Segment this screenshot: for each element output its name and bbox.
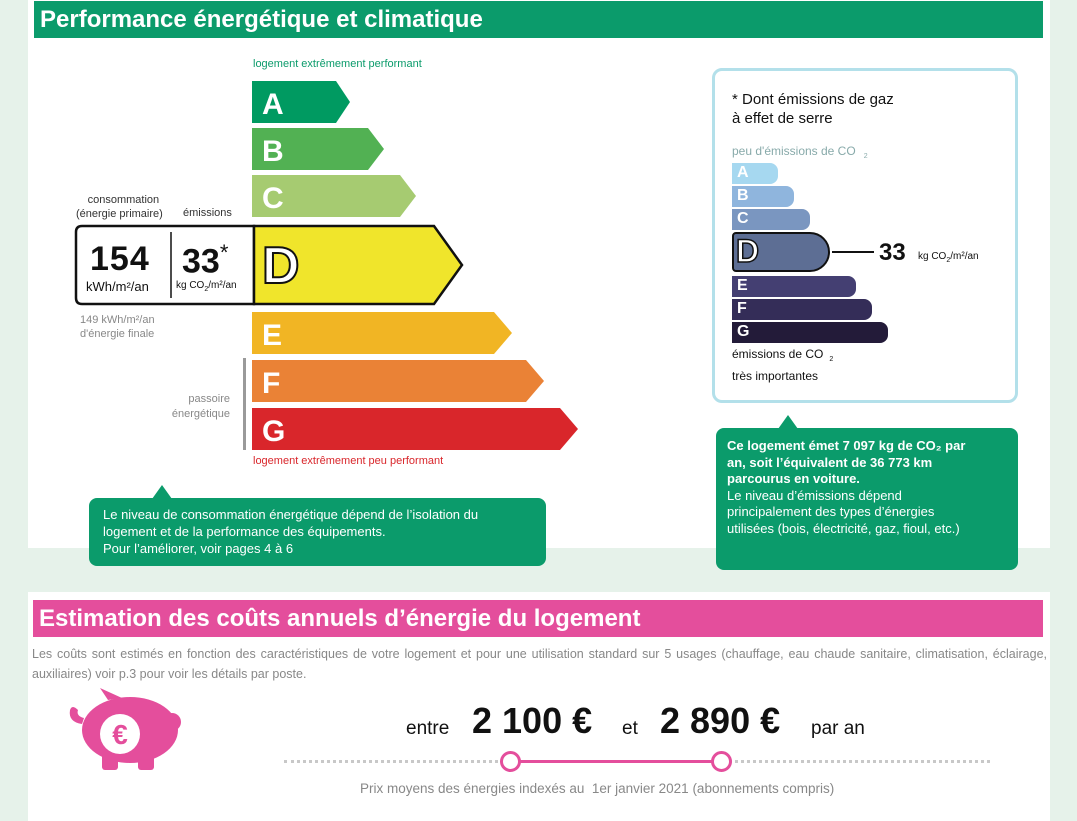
callout-pointer-right <box>778 415 798 429</box>
ges-bar-c-letter: C <box>737 210 749 227</box>
cost-min: 2 100 € <box>472 700 593 741</box>
ges-bar-e <box>732 276 856 297</box>
emissions-callout-line3: parcourus en voiture. <box>727 471 860 486</box>
ges-bar-f <box>732 299 872 320</box>
consumption-callout-line3: Pour l’améliorer, voir pages 4 à 6 <box>103 541 294 556</box>
price-note: Prix moyens des énergies indexés au 1er janvier 2021 (abonnements compris) <box>360 781 835 796</box>
ges-title <box>732 90 894 128</box>
dpe-bar-c-shape <box>252 175 418 217</box>
cost-et: et <box>622 718 638 739</box>
ges-bar-c <box>732 209 810 230</box>
ges-unit-sub: 2 <box>946 257 951 264</box>
dpe-bar-a-shape <box>252 81 352 123</box>
piggy-bank-euro-icon <box>66 688 186 772</box>
dpe-bar-e-shape <box>252 312 514 354</box>
dpe-bar-b-shape <box>252 128 386 170</box>
svg-text:F: F <box>262 367 281 400</box>
consumption-value: 154 <box>90 240 150 278</box>
emissions-unit <box>176 280 237 293</box>
cost-max: 2 890 € <box>660 700 781 741</box>
cost-range-min-marker <box>500 751 521 772</box>
ges-bottom-label <box>732 346 833 384</box>
ges-bottom-label-line2: très importantes <box>732 369 819 384</box>
emissions-callout-line2: an, soit l’équivalent de 36 773 km <box>727 454 933 470</box>
dpe-bar-a <box>252 81 352 123</box>
ges-bar-b <box>732 186 794 207</box>
dpe-bar-b <box>252 128 386 170</box>
dpe-bar-g <box>252 408 580 450</box>
dpe-bar-c <box>252 175 418 217</box>
passoire-line2: énergétique <box>171 408 230 420</box>
section-title-costs: Estimation des coûts annuels d’énergie du logement <box>33 600 1043 637</box>
dpe-bar-f <box>252 360 546 402</box>
emissions-number: 33 <box>182 242 220 281</box>
cost-range-line <box>511 760 721 763</box>
ges-top-label-text: peu d'émissions de CO <box>732 144 856 158</box>
section-title-performance: Performance énergétique et climatique <box>34 1 1043 38</box>
callout-pointer-left <box>152 485 172 499</box>
consumption-callout-line2: logement et de la performance des équipements. <box>103 524 386 539</box>
dpe-bar-f-shape <box>252 360 546 402</box>
cost-par-an: par an <box>811 718 865 739</box>
emissions-callout-line1: Ce logement émet 7 097 kg de CO₂ par <box>727 438 966 453</box>
svg-text:E: E <box>262 319 283 352</box>
emissions-callout-line5: principalement des types d’énergies <box>727 504 935 519</box>
cost-range-max-marker <box>711 751 732 772</box>
ges-bar-a-letter: A <box>737 164 749 181</box>
ges-title-line2: à effet de serre <box>732 110 833 127</box>
consumption-label <box>76 193 163 221</box>
cost-entre: entre <box>406 718 450 739</box>
ges-bar-b-letter: B <box>737 187 749 204</box>
passoire-divider <box>243 358 246 450</box>
emissions-star: * <box>219 240 229 265</box>
ges-bar-a <box>732 163 778 184</box>
passoire-label <box>160 392 230 422</box>
svg-text:G: G <box>262 415 286 448</box>
consumption-label-line1: consommation <box>87 194 160 206</box>
emissions-value <box>182 240 228 281</box>
svg-text:€: € <box>112 719 128 750</box>
svg-text:B: B <box>262 135 284 168</box>
bottom-label: logement extrêmement peu performant <box>253 455 444 467</box>
ges-top-label <box>732 144 868 160</box>
ges-bar-g <box>732 322 888 343</box>
costs-description: Les coûts sont estimés en fonction des caractéristiques de votre logement et pour une utilisation standard sur 5 usages (chauffage, eau chaude sanitaire, climatisation, éclairage, auxiliaires) voir p.3 pour voir les détails par poste. <box>32 647 1047 681</box>
final-energy-line2: d'énergie finale <box>80 328 155 340</box>
ges-title-line1: * Dont émissions de gaz <box>732 91 894 108</box>
ges-unit <box>918 251 979 264</box>
consumption-label-line2: (énergie primaire) <box>76 208 163 220</box>
ges-unit-pre: kg CO <box>918 251 947 262</box>
emissions-unit-pre: kg CO <box>176 280 205 291</box>
ges-bottom-label-sub: 2 <box>829 356 834 364</box>
emissions-unit-post: /m²/an <box>208 280 237 291</box>
ges-current-letter: D <box>736 233 760 269</box>
svg-text:C: C <box>262 182 284 215</box>
ges-top-label-sub: 2 <box>863 153 868 161</box>
final-energy-line1: 149 kWh/m²/an <box>80 314 155 326</box>
emissions-callout-line6: utilisées (bois, électricité, gaz, fioul, etc.) <box>727 520 960 536</box>
ges-bottom-label-text: émissions de CO <box>732 347 824 361</box>
emissions-callout <box>716 428 1018 570</box>
ges-bar-g-letter: G <box>737 323 750 340</box>
svg-text:A: A <box>262 88 284 121</box>
ges-value: 33 <box>879 239 906 266</box>
ges-bar-e-letter: E <box>737 277 748 294</box>
top-label: logement extrêmement performant <box>253 58 422 70</box>
ges-bar-f-letter: F <box>737 300 747 317</box>
dpe-bar-g-shape <box>252 408 580 450</box>
passoire-line1: passoire <box>188 393 230 405</box>
ges-leader-line <box>832 251 874 253</box>
emissions-unit-sub: 2 <box>204 286 209 293</box>
consumption-unit: kWh/m²/an <box>86 279 149 294</box>
dpe-current-letter: D <box>262 237 300 295</box>
consumption-callout-line1: Le niveau de consommation énergétique dépend de l’isolation du <box>103 507 479 522</box>
piggy-bank-svg <box>66 688 186 772</box>
emissions-callout-line4: Le niveau d’émissions dépend <box>727 487 902 503</box>
emissions-label: émissions <box>183 207 232 219</box>
final-energy-label <box>80 313 155 341</box>
dpe-bar-e <box>252 312 514 354</box>
ges-unit-post: /m²/an <box>950 251 979 262</box>
consumption-callout <box>89 498 546 566</box>
